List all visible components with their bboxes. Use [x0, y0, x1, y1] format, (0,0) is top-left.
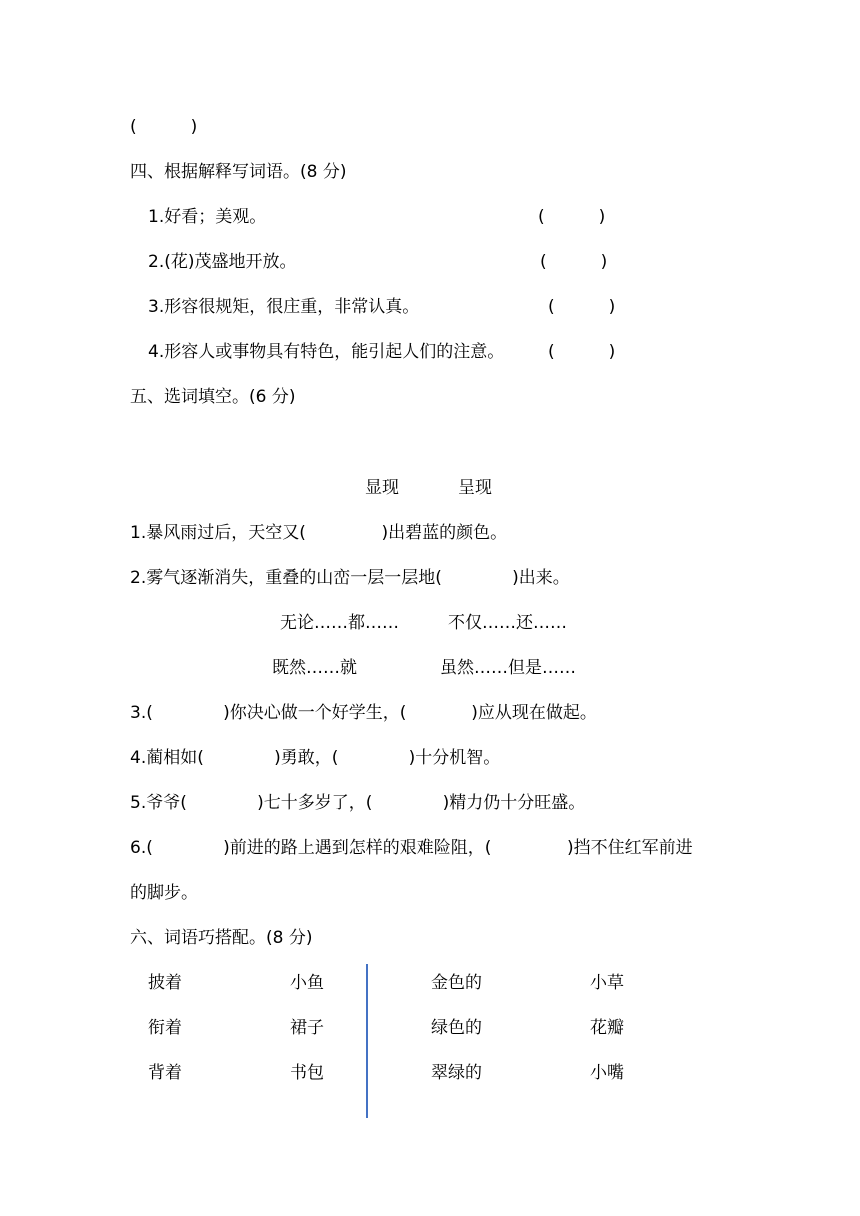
match-left-verb-2: 衔着 — [148, 1018, 182, 1038]
match-right-adj-2: 绿色的 — [431, 1018, 482, 1038]
match-right-noun-3: 小嘴 — [590, 1063, 624, 1083]
top-answer-blank: ( ) — [130, 117, 198, 137]
section5-item-1: 1.暴风雨过后，天空又( )出碧蓝的颜色。 — [130, 523, 508, 543]
section5-item-6-continued: 的脚步。 — [130, 883, 198, 903]
section4-item-2-blank: ( ) — [540, 252, 608, 272]
word-bank-2-option-4: 虽然……但是…… — [440, 658, 576, 678]
section6-heading: 六、词语巧搭配。(8 分) — [130, 928, 313, 948]
section5-item-2: 2.雾气逐渐消失，重叠的山峦一层一层地( )出来。 — [130, 568, 570, 588]
match-right-adj-3: 翠绿的 — [431, 1063, 482, 1083]
section5-item-4: 4.蔺相如( )勇敢，( )十分机智。 — [130, 748, 501, 768]
word-bank-1-option-1: 显现 — [365, 478, 399, 498]
section4-heading: 四、根据解释写词语。(8 分) — [130, 162, 347, 182]
section5-item-3: 3.( )你决心做一个好学生，( )应从现在做起。 — [130, 703, 597, 723]
word-bank-1-option-2: 呈现 — [458, 478, 492, 498]
match-right-noun-2: 花瓣 — [590, 1018, 624, 1038]
section4-item-1: 1.好看；美观。 — [148, 207, 267, 227]
match-right-noun-1: 小草 — [590, 973, 624, 993]
section5-item-5: 5.爷爷( )七十多岁了，( )精力仍十分旺盛。 — [130, 793, 586, 813]
section4-item-4: 4.形容人或事物具有特色，能引起人们的注意。 — [148, 342, 505, 362]
match-left-noun-1: 小鱼 — [290, 973, 324, 993]
word-bank-2-option-3: 既然……就 — [272, 658, 357, 678]
column-divider — [366, 964, 368, 1118]
section5-heading: 五、选词填空。(6 分) — [130, 387, 296, 407]
match-left-verb-3: 背着 — [148, 1063, 182, 1083]
section4-item-1-blank: ( ) — [538, 207, 606, 227]
match-left-noun-2: 裙子 — [290, 1018, 324, 1038]
match-left-verb-1: 披着 — [148, 973, 182, 993]
section5-item-6: 6.( )前进的路上遇到怎样的艰难险阻，( )挡不住红军前进 — [130, 838, 693, 858]
section4-item-2: 2.(花)茂盛地开放。 — [148, 252, 297, 272]
section4-item-4-blank: ( ) — [548, 342, 616, 362]
match-right-adj-1: 金色的 — [431, 973, 482, 993]
match-left-noun-3: 书包 — [290, 1063, 324, 1083]
word-bank-2-option-2: 不仅……还…… — [448, 613, 567, 633]
section4-item-3-blank: ( ) — [548, 297, 616, 317]
section4-item-3: 3.形容很规矩，很庄重，非常认真。 — [148, 297, 420, 317]
word-bank-2-option-1: 无论……都…… — [280, 613, 399, 633]
